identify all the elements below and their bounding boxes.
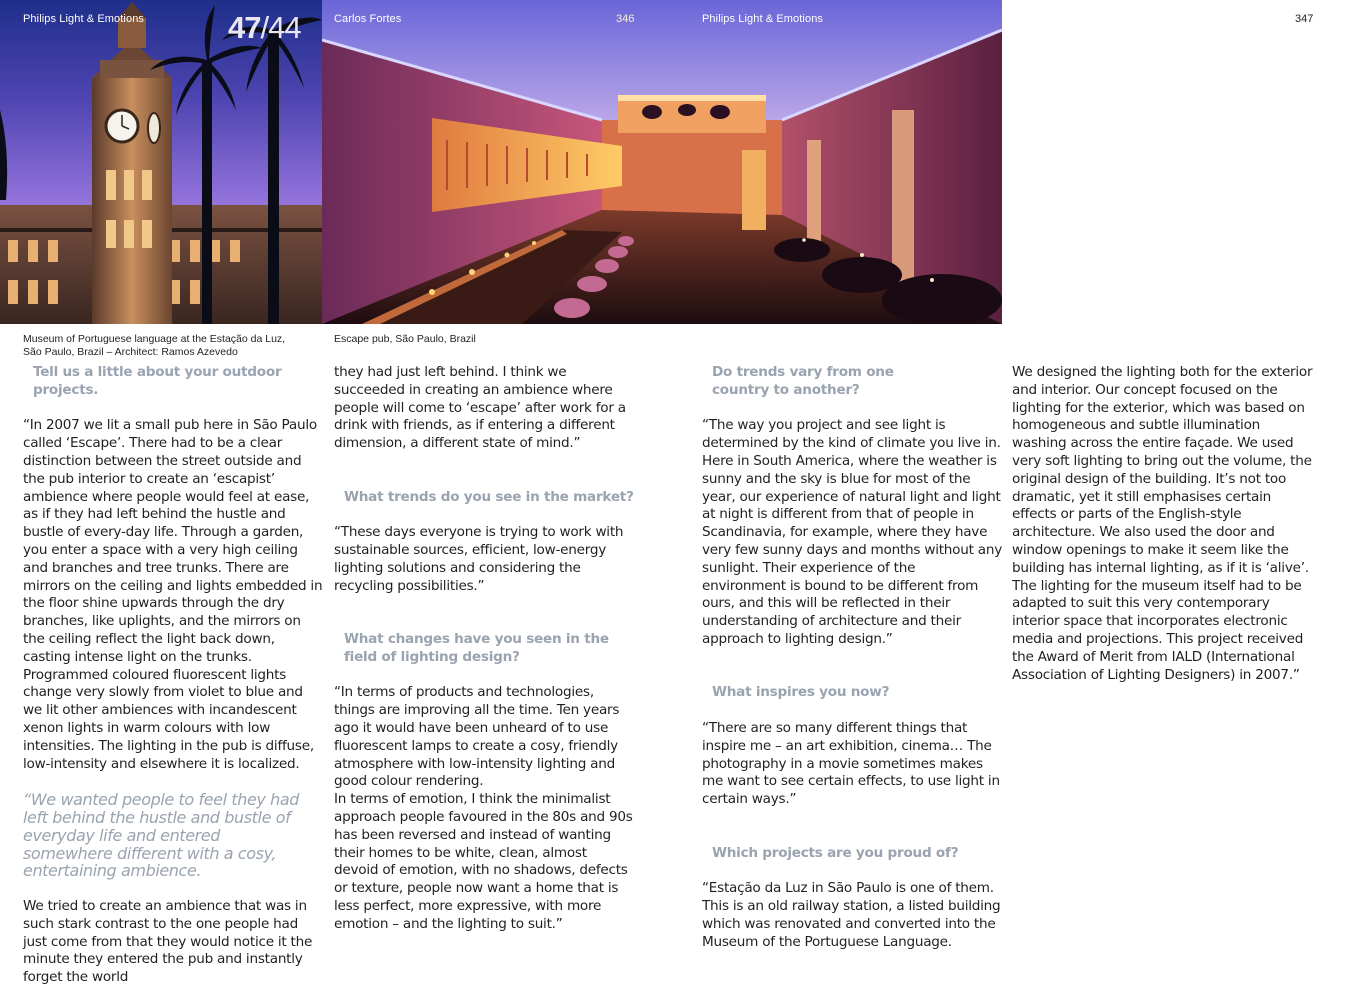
column-3 — [702, 364, 1002, 951]
answer-climate: “The way you project and see light is determined by the kind of climate you live in. Here in South America, where the weather is sunny and the sky is blue for most of the year, our experience of natural light and light at night is different from that of people in Scandinavia, for example, where they have very few sunny days and months without any sunlight. Their experience of the environment is bound to be different from ours, and this will be reflected in their understanding of architecture and their approach to lighting design.” — [702, 417, 1002, 647]
column-1 — [23, 364, 325, 987]
page-number-right: 347 — [1295, 13, 1314, 25]
pub-illustration — [322, 0, 1002, 324]
answer-inspiration: “There are so many different things that inspire me – an art exhibition, cinema… The photography in a movie sometimes makes me want to see certain effects, to use light in certain ways.” — [702, 719, 1000, 808]
answer-products-technologies: “In terms of products and technologies, things are improving all the time. Ten years ago it would have been unheard of to use fluorescent lamps to create a cosy, friendly atmosphere with low-intensity lighting and good colour rendering. — [334, 684, 620, 790]
question-country-trends: Do trends vary from one country to another? — [712, 364, 894, 398]
series-number — [228, 10, 301, 46]
page-number-left: 346 — [616, 13, 635, 25]
answer-escape-contrast: We tried to create an ambience that was in such stark contrast to the one people had just come from that they would notice it the minute they entered the pub and instantly forget the world — [23, 897, 313, 986]
answer-estacao-da-luz: “Estação da Luz in São Paulo is one of them. This is an old railway station, a listed building which was renovated and converted into the Museum of the Portuguese Language. — [702, 880, 1001, 950]
series-total: /44 — [260, 10, 301, 45]
pull-quote: “We wanted people to feel they had left behind the hustle and bustle of everyday life and entered somewhere different with a cosy, entertaining ambience. — [23, 790, 300, 881]
right-running-header: Philips Light & Emotions — [702, 13, 824, 25]
pub-caption: Escape pub, São Paulo, Brazil — [334, 333, 476, 345]
question-proud-projects: Which projects are you proud of? — [712, 844, 959, 861]
museum-caption-line-2: São Paulo, Brazil – Architect: Ramos Azevedo — [23, 345, 238, 358]
answer-escape-pub: “In 2007 we lit a small pub here in São Paulo called ‘Escape’. There had to be a clear distinction between the street outside and the pub interior to create an ‘escapist’ ambience where people would feel at ease, as if they had left behind the hustle and bustle of every-day life. Through a garden, you enter a space with a very high ceiling and branches and tree trunks. There are mirrors on the ceiling and lights embedded in the floor shine upwards through the dry branches, like uplights, and the mirrors on the ceiling reflect the light back down, casting intense light on the trunks. Programmed coloured fluorescent lights change very slowly from violet to blue and we lit other ambiences with incandescent xenon lights in warm colours with low intensities. The lighting in the pub is diffuse, low-intensity and elsewhere it is localized. — [23, 417, 323, 772]
question-inspiration: What inspires you now? — [712, 684, 890, 701]
question-field-changes: What changes have you seen in the field of lighting design? — [344, 630, 609, 665]
answer-market-trends: “These days everyone is trying to work with sustainable sources, efficient, low-energy lighting solutions and considering the recycling possibilities.” — [334, 524, 624, 594]
question-outdoor-projects: Tell us a little about your outdoor projects. — [33, 364, 282, 398]
column-2 — [334, 364, 634, 934]
museum-photo — [0, 0, 322, 324]
column-4 — [1012, 364, 1317, 684]
author-header: Carlos Fortes — [334, 13, 402, 25]
answer-escape-continued: they had just left behind. I think we succeeded in creating an ambience where people will come to ‘escape’ after work for a drink with friends, as if entering a different dimension, a different state of mind.” — [334, 364, 626, 452]
left-running-header: Philips Light & Emotions — [23, 13, 145, 25]
pub-photo — [322, 0, 1002, 324]
answer-museum-lighting: We designed the lighting both for the exterior and interior. Our concept focused on the lighting for the exterior, which was based on homogeneous and subtle illumination washing across the entire façade. We used very soft lighting to bring out the volume, the original design of the building. It’s not too dramatic, yet it still emphasises certain effects or parts of the English-style architecture. We also used the door and window openings to make it seem like the building has internal lighting, as if it is ‘alive’. The lighting for the museum itself had to be adapted to suit this very contemporary interior space that incorporates electronic media and projections. This project received the Award of Merit from IALD (International Association of Lighting Designers) in 2007.” — [1012, 364, 1313, 683]
museum-illustration — [0, 0, 322, 324]
museum-caption-line-1: Museum of Portuguese language at the Estação da Luz, — [23, 333, 286, 345]
museum-caption — [23, 333, 313, 358]
question-market-trends: What trends do you see in the market? — [344, 488, 634, 505]
series-current: 47 — [228, 10, 261, 45]
answer-emotion: In terms of emotion, I think the minimalist approach people favoured in the 80s and 90s has been reversed and instead of wanting their homes to be white, clean, almost devoid of emotion, with no shadows, defects or texture, people now want a home that is less perfect, more expressive, with more emotion – and the lighting to suit.” — [334, 791, 633, 932]
